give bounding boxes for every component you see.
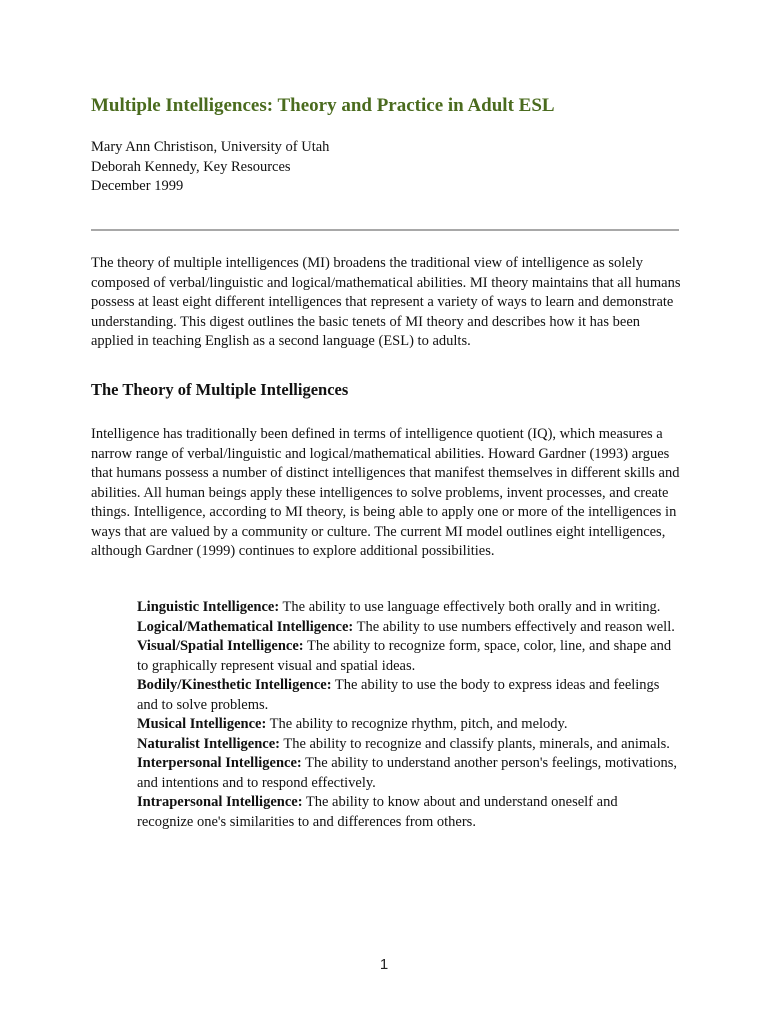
intelligence-term: Interpersonal Intelligence:	[137, 755, 302, 771]
intelligence-term: Intrapersonal Intelligence:	[137, 794, 303, 810]
page-number: 1	[379, 956, 389, 973]
intelligence-definition: The ability to recognize form, space, color, line, and shape and to graphically represent visual and spatial ideas.	[137, 638, 672, 674]
intelligence-term: Logical/Mathematical Intelligence:	[137, 618, 354, 635]
list-item	[137, 598, 677, 618]
author-line: Mary Ann Christison, University of Utah	[91, 139, 330, 155]
list-item	[137, 754, 677, 793]
intelligence-definition: The ability to recognize and classify plants, minerals, and animals.	[279, 735, 670, 752]
intelligence-definition: The ability to use language effectively both orally and in writing.	[279, 599, 661, 615]
intelligence-definition: The ability to recognize rhythm, pitch, and melody.	[266, 716, 568, 732]
list-item	[137, 618, 677, 638]
intelligence-definition: The ability to use the body to express ideas and feelings and to solve problems.	[137, 677, 660, 713]
publication-date: December 1999	[91, 178, 184, 194]
intelligence-term: Bodily/Kinesthetic Intelligence:	[137, 677, 332, 693]
intro-paragraph: The theory of multiple intelligences (MI) broadens the traditional view of intelligence as solely composed of verbal/linguistic and logical/mathematical abilities. MI theory maintains that all humans possess at least eight different intelligences that represent a variety of ways to learn and demonstrate understanding. This digest outlines the basic tenets of MI theory and describes how it has been applied in teaching English as a second language (ESL) to adults.	[91, 255, 681, 349]
list-item	[137, 735, 677, 755]
author-line: Deborah Kennedy, Key Resources	[91, 158, 291, 175]
intelligence-definition: The ability to know about and understand oneself and recognize one's similarities to and differences from others.	[137, 794, 618, 830]
list-item	[137, 793, 677, 832]
intelligence-definition: The ability to understand another person's feelings, motivations, and intentions and to respond effectively.	[137, 755, 677, 791]
document-title: Multiple Intelligences: Theory and Practice in Adult ESL	[91, 95, 555, 116]
intelligence-list	[137, 598, 677, 832]
list-item	[137, 715, 677, 735]
intelligence-term: Naturalist Intelligence:	[137, 735, 280, 752]
author-block	[91, 138, 329, 197]
intelligence-term: Musical Intelligence:	[137, 716, 267, 732]
list-item	[137, 676, 677, 715]
intelligence-term: Visual/Spatial Intelligence:	[137, 638, 304, 654]
intelligence-term: Linguistic Intelligence:	[137, 599, 280, 615]
intelligence-definition: The ability to use numbers effectively and reason well.	[353, 618, 675, 635]
horizontal-divider	[91, 229, 679, 231]
section-heading: The Theory of Multiple Intelligences	[91, 380, 349, 399]
list-item	[137, 637, 677, 676]
theory-paragraph: Intelligence has traditionally been defined in terms of intelligence quotient (IQ), which measures a narrow range of verbal/linguistic and logical/mathematical abilities. Howard Gardner (1993) argues that humans possess a number of distinct intelligences that manifest themselves in different skills and abilities. All human beings apply these intelligences to solve problems, invent processes, and create things. Intelligence, according to MI theory, is being able to apply one or more of the intelligences in ways that are valued by a community or culture. The current MI model outlines eight intelligences, although Gardner (1999) continues to explore additional possibilities.	[91, 426, 680, 559]
